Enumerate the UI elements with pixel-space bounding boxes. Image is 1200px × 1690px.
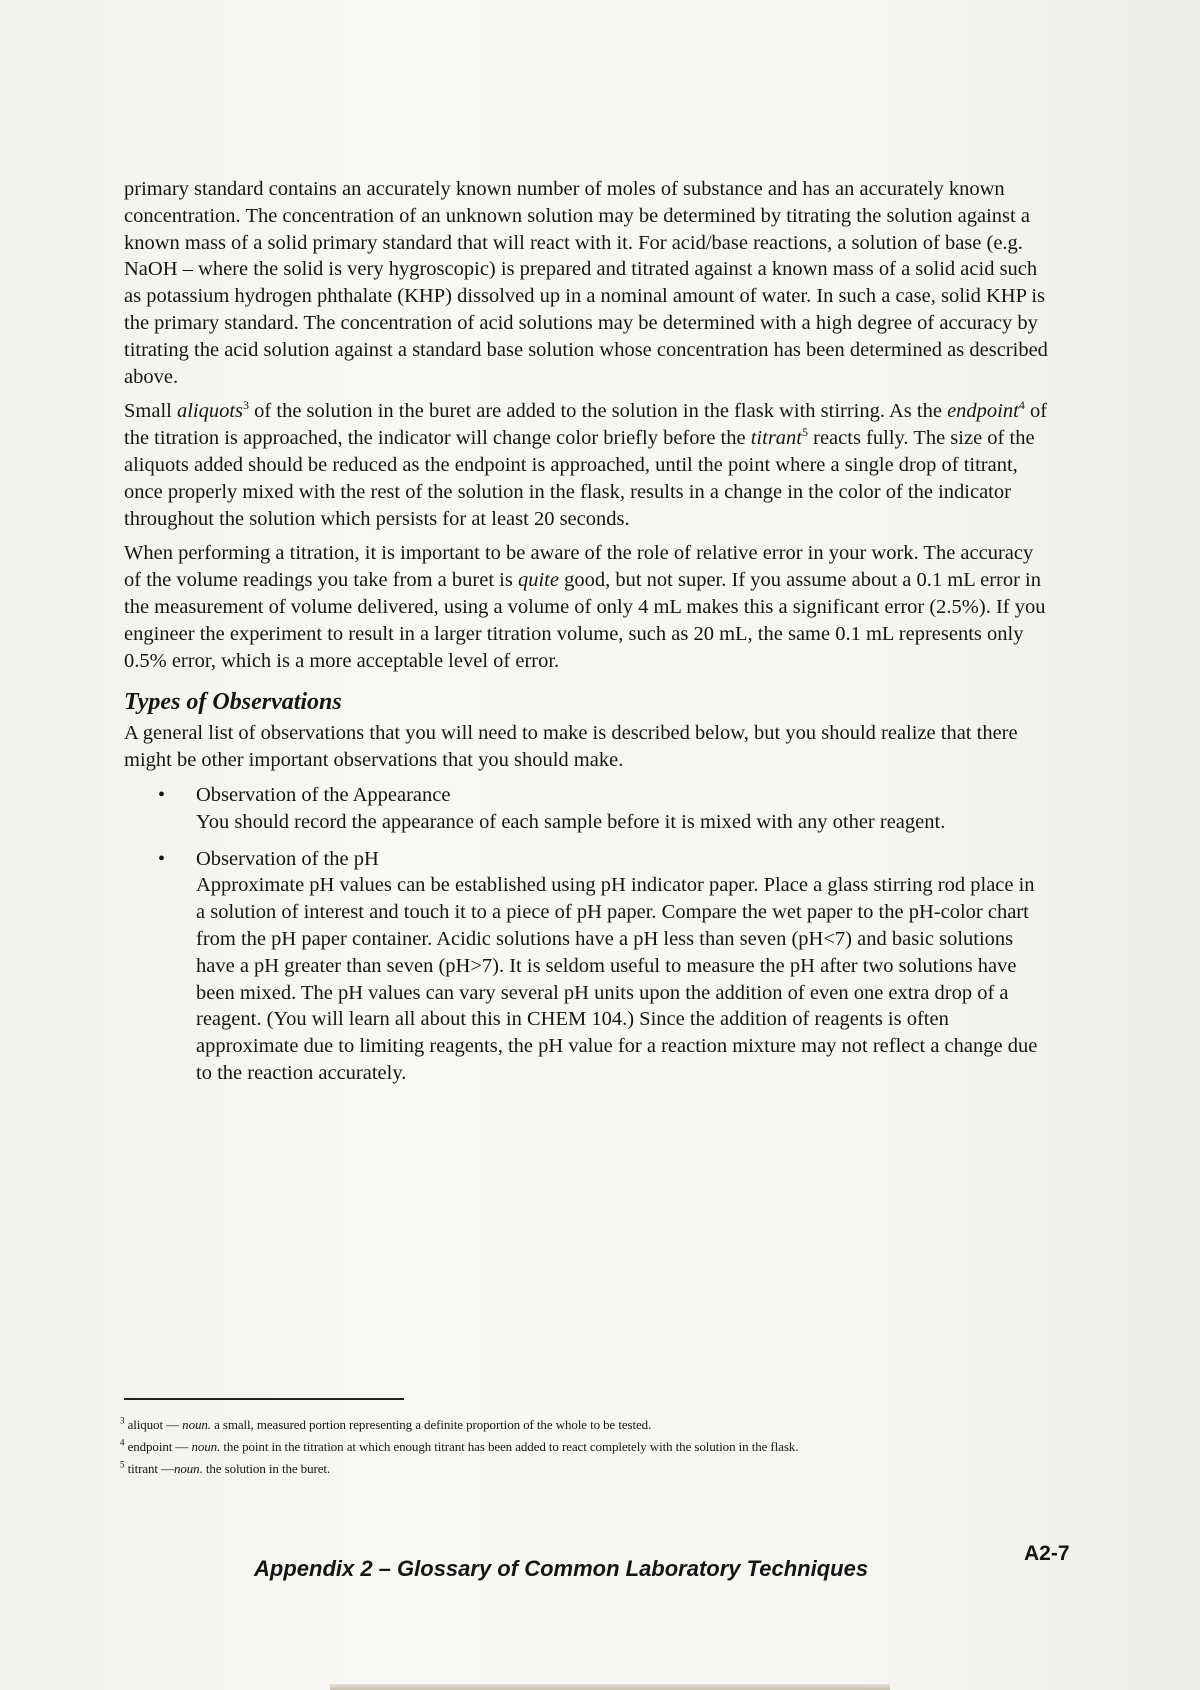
term-titrant: titrant [750,427,802,450]
paragraph-relative-error: When performing a titration, it is important to be aware of the role of relative error in your work. The accuracy of the volume readings you take from a buret is quite good, but not super. If you assume about a 0.1 mL error in the measurement of volume delivered, using a volume of only 4 mL makes this a significant error (2.5%). If you engineer the experiment to result in a larger titration volume, such as 20 mL, the same 0.1 mL represents only 0.5% error, which is a more acceptable level of error. [124,542,1046,672]
list-item-body: You should record the appearance of each sample before it is mixed with any other reagent. [196,810,946,833]
footnote-4: $^4$ endpoint — noun. the point in the titration at which enough titrant has been added to react completely with the solution in the flask. [120,1437,799,1454]
paragraph-primary-standard: primary standard contains an accurately known number of moles of substance and has an accurately known concentration. The concentration of an unknown solution may be determined by titrating the solution against a known mass of a solid primary standard that will react with it. For acid/base reactions, a solution of base (e.g. NaOH – where the solid is very hygroscopic) is prepared and titrated against a known mass of a solid acid such as potassium hydrogen phthalate (KHP) dissolved up in a nominal amount of water. In such a case, solid KHP is the primary standard. The concentration of acid solutions may be determined with a high degree of accuracy by titrating the acid solution against a standard base solution whose concentration has been determined as described above. [124,178,1048,388]
footer-title: Appendix 2 – Glossary of Common Laboratory Techniques [254,1556,869,1581]
section-heading: Types of Observations [124,689,342,716]
page-edge-shadow [330,1684,890,1690]
footnote-ref-4: 4 [1018,398,1025,413]
emphasis-quite: quite [517,569,559,592]
list-item-title: Observation of the Appearance [196,783,451,806]
footnote-ref-3: 3 [243,398,250,413]
footnote-divider [124,1398,404,1400]
term-endpoint: endpoint [947,400,1019,423]
observation-list [124,782,1048,1087]
footnotes [120,1414,1080,1480]
main-content [124,176,1048,1097]
section-intro: A general list of observations that you will need to make is described below, but you should realize that there might be other important observations that you should make. [124,722,1018,772]
list-item [124,782,1048,836]
page-number: A2-7 [1024,1542,1070,1565]
list-item-body: Approximate pH values can be established using pH indicator paper. Place a glass stirring rod place in a solution of interest and touch it to a piece of pH paper. Compare the wet paper to the pH-color chart from the pH paper container. Acidic solutions have a pH less than seven (pH<7) and basic solutions have a pH greater than seven (pH>7). It is seldom useful to measure the pH after two solutions have been mixed. The pH values can vary several pH units upon the addition of even one extra drop of a reagent. (You will learn all about this in CHEM 104.) Since the addition of reagents is often approximate due to limiting reagents, the pH value for a reaction mixture may not reflect a change due to the reaction accurately. [196,874,1038,1084]
list-item [124,846,1048,1087]
footnote-3: $^3$ aliquot — noun. a small, measured portion representing a definite proportion of the whole to be tested. [120,1415,652,1432]
paragraph-aliquots: Small aliquots$^3$ of the solution in the buret are added to the solution in the flask with stirring. As the endpoint$^4$ of the titration is approached, the indicator will change color briefly before the titrant$^5$ reacts fully. The size of the aliquots added should be reduced as the endpoint is approached, until the point where a single drop of titrant, once properly mixed with the rest of the solution in the flask, results in a change in the color of the indicator throughout the solution which persists for at least 20 seconds. [124,398,1048,530]
footnote-ref-5: 5 [802,425,808,440]
term-aliquots: aliquots [176,400,244,423]
bullet-icon: • [158,847,166,870]
list-item-title: Observation of the pH [196,847,379,870]
bullet-icon: • [158,783,166,806]
footnote-5: $^5$ titrant —noun. the solution in the buret. [120,1459,331,1476]
